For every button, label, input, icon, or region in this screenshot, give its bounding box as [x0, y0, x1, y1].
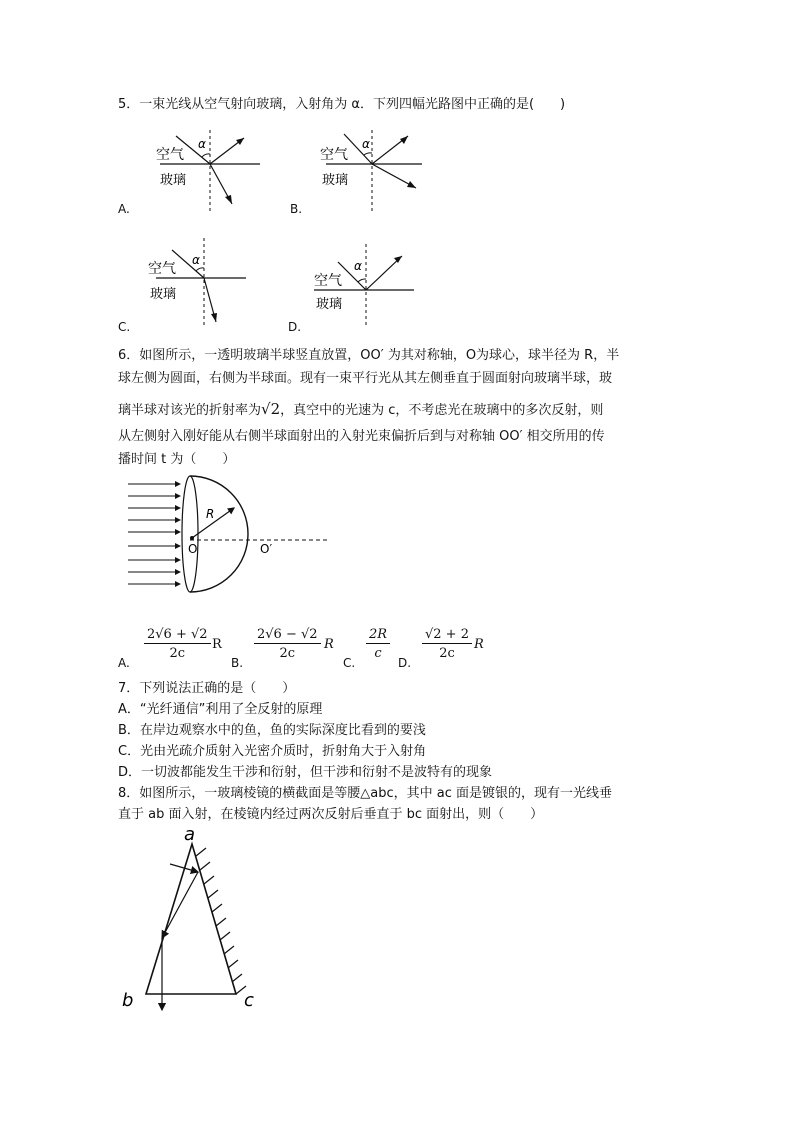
- q6-b-num: 2√6 − √2: [254, 627, 321, 644]
- q6-a-tail: R: [212, 637, 222, 652]
- q5-diagram-d: [310, 236, 430, 328]
- q8-line-2: 直于 ab 面入射，在棱镜内经过两次反射后垂直于 bc 面射出，则（ ）: [118, 807, 544, 822]
- q6-d-tail: R: [474, 637, 484, 652]
- q8-line-1: 8．如图所示，一玻璃棱镜的横截面是等腰△abc，其中 ac 面是镀银的，现有一光线垂: [118, 786, 613, 801]
- q5b-glass-label: 玻璃: [322, 173, 349, 188]
- q5a-glass-label: 玻璃: [160, 173, 187, 188]
- q6-a-num: 2√6 + √2: [144, 627, 211, 644]
- q5d-alpha: α: [354, 259, 362, 273]
- q6-line-4: 从左侧射入刚好能从右侧半球面射出的入射光束偏折后到与对称轴 OO′ 相交所用的传: [118, 429, 605, 444]
- q8-vertex-a: a: [184, 826, 196, 845]
- q6-line-2: 球左侧为圆面，右侧为半球面。现有一束平行光从其左侧垂直于圆面射向玻璃半球，玻: [118, 371, 613, 386]
- q5-diagram-b: [316, 128, 436, 216]
- q5-option-a[interactable]: A.: [118, 202, 130, 216]
- q5b-air-label: 空气: [320, 147, 348, 163]
- q6-b-den: 2c: [279, 646, 296, 661]
- q6-d-num: √2 + 2: [422, 627, 472, 644]
- q6-center-label: O: [188, 542, 198, 556]
- q6-line-5: 播时间 t 为（ ）: [118, 452, 236, 467]
- q6-option-d-fraction: [422, 627, 472, 661]
- q5-option-d[interactable]: D.: [288, 320, 302, 334]
- q6-c-den: c: [374, 646, 382, 661]
- q6-c-num: 2R: [366, 627, 390, 644]
- q5b-alpha: α: [362, 137, 370, 151]
- q5-option-c[interactable]: C.: [118, 320, 131, 334]
- q6-line-3a: 璃半球对该光的折射率为: [118, 403, 262, 418]
- q5-diagram-a: [150, 128, 270, 216]
- q8-vertex-c: c: [244, 990, 254, 1011]
- q6-a-den: 2c: [169, 646, 186, 661]
- q7-option-b[interactable]: B．在岸边观察水中的鱼，鱼的实际深度比看到的要浅: [118, 723, 426, 738]
- q8-vertex-b: b: [122, 990, 134, 1011]
- q6-option-a-fraction: [144, 627, 211, 661]
- q5-stem: 5．一束光线从空气射向玻璃，入射角为 α．下列四幅光路图中正确的是( ): [118, 97, 566, 112]
- q5c-glass-label: 玻璃: [150, 287, 177, 302]
- q6-oprime-label: O′: [260, 542, 273, 556]
- q6-line-3: [118, 400, 603, 420]
- q8-prism-figure: [118, 826, 298, 1016]
- q6-line-3b: ，真空中的光速为 c，不考虑光在玻璃中的多次反射，则: [280, 403, 604, 418]
- q6-option-b-fraction: [254, 627, 321, 661]
- q7-option-a[interactable]: A．“光纤通信”利用了全反射的原理: [118, 702, 323, 717]
- q7-option-c[interactable]: C．光由光疏介质射入光密介质时，折射角大于入射角: [118, 744, 427, 759]
- q6-option-b-label[interactable]: B.: [231, 656, 244, 670]
- q7-option-d[interactable]: D．一切波都能发生干涉和衍射，但干涉和衍射不是波特有的现象: [118, 765, 493, 780]
- q5c-air-label: 空气: [148, 261, 176, 277]
- q6-d-den: 2c: [439, 646, 455, 661]
- q5a-alpha: α: [198, 137, 206, 151]
- q6-b-tail: R: [324, 637, 334, 652]
- q6-hemisphere-figure: [124, 474, 334, 598]
- q7-stem: 7．下列说法正确的是（ ）: [118, 681, 296, 696]
- q6-radius-label: R: [206, 507, 215, 521]
- q6-option-c-fraction: [366, 627, 390, 661]
- q6-option-c-label[interactable]: C.: [343, 656, 356, 670]
- q6-option-d-label[interactable]: D.: [398, 656, 412, 670]
- q5c-alpha: α: [192, 253, 200, 267]
- q5d-air-label: 空气: [314, 273, 342, 289]
- q5d-glass-label: 玻璃: [316, 297, 343, 312]
- q5-option-b[interactable]: B.: [290, 202, 303, 216]
- q6-line-1: 6．如图所示，一透明玻璃半球竖直放置，OO′ 为其对称轴，O为球心，球半径为 R，半: [118, 348, 620, 363]
- q6-sqrt2: √2: [261, 400, 281, 418]
- q6-option-a-label[interactable]: A.: [118, 656, 130, 670]
- q5a-air-label: 空气: [156, 147, 184, 163]
- q5-diagram-c: [146, 236, 266, 328]
